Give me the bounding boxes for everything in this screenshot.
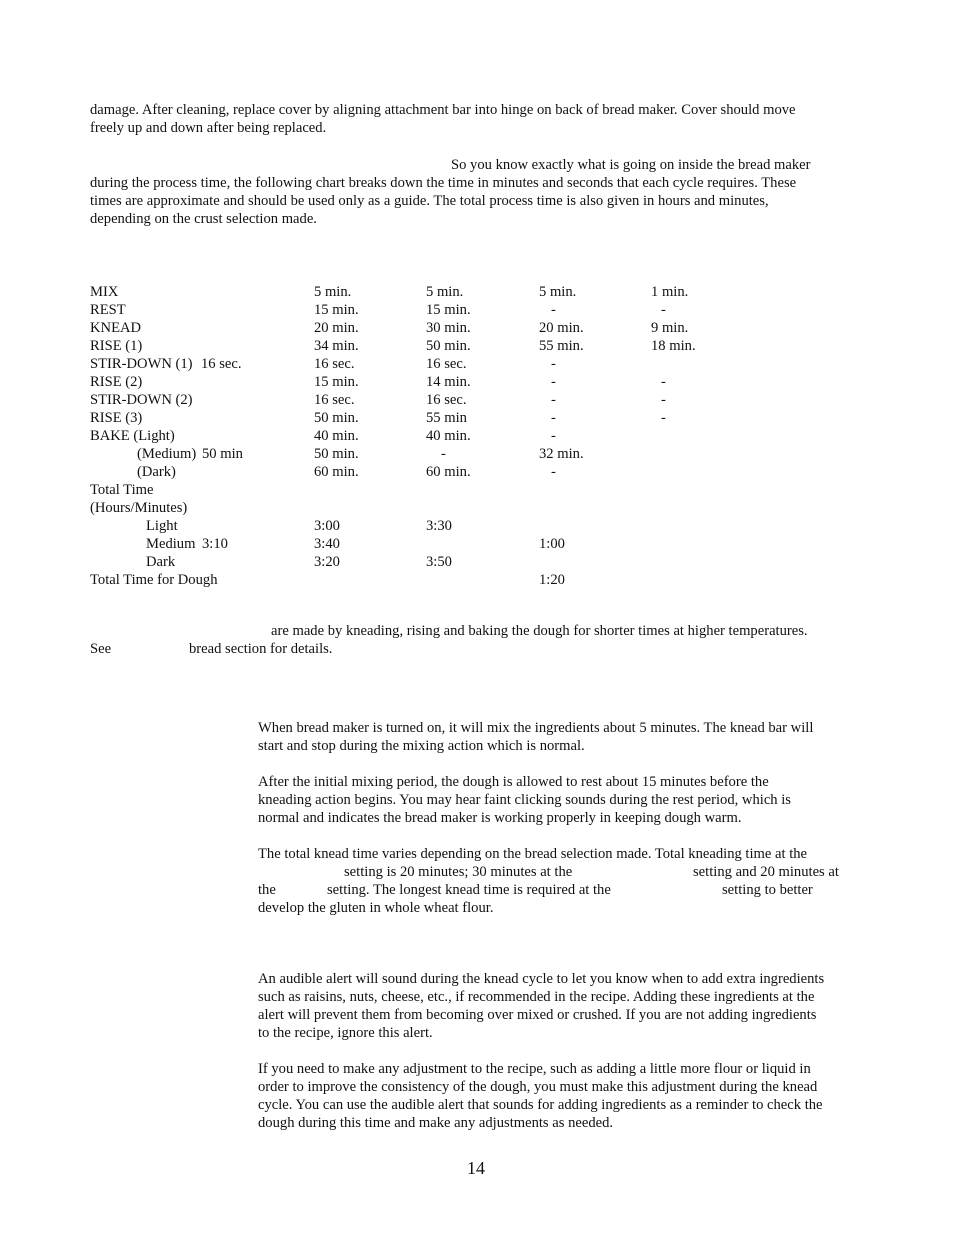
table-cell: 16 sec. — [314, 356, 355, 372]
table-cell: - — [551, 374, 556, 390]
table-row — [0, 463, 954, 481]
table-cell: - — [551, 428, 556, 444]
row-label: Dark — [146, 554, 176, 570]
table-cell: - — [441, 446, 446, 462]
rest-line: normal and indicates the bread maker is working properly in keeping dough warm. — [258, 810, 742, 826]
table-cell: - — [551, 302, 556, 318]
table-cell: - — [551, 356, 556, 372]
table-row — [0, 445, 954, 463]
table-cell: 5 min. — [314, 284, 352, 300]
table-row — [0, 571, 954, 589]
adjust-paragraph — [258, 1060, 823, 1132]
table-cell: 60 min. — [426, 464, 471, 480]
knead-line: develop the gluten in whole wheat flour. — [258, 900, 494, 916]
alert-line: to the recipe, ignore this alert. — [258, 1025, 433, 1041]
page-number: 14 — [467, 1158, 485, 1178]
rest-line: After the initial mixing period, the dough is allowed to rest about 15 minutes before the — [258, 774, 769, 790]
row-label: RISE (2) — [90, 374, 143, 390]
cycle-time-table — [0, 0, 954, 600]
table-cell: 15 min. — [314, 302, 359, 318]
table-cell: 3:00 — [314, 518, 340, 534]
table-cell: - — [551, 392, 556, 408]
table-cell: 40 min. — [314, 428, 359, 444]
row-label: STIR-DOWN (2) — [90, 392, 193, 408]
knead-line: setting to better — [722, 882, 813, 898]
table-row — [0, 517, 954, 535]
table-cell: 15 min. — [426, 302, 471, 318]
alert-line: such as raisins, nuts, cheese, etc., if recommended in the recipe. Adding these ingredients at the — [258, 989, 815, 1005]
row-label: BAKE (Light) — [90, 428, 175, 444]
table-row — [0, 427, 954, 445]
table-cell: 40 min. — [426, 428, 471, 444]
table-cell: 18 min. — [651, 338, 696, 354]
table-cell: 14 min. — [426, 374, 471, 390]
table-cell: 20 min. — [539, 320, 584, 336]
table-cell: 1 min. — [651, 284, 689, 300]
intro-line: freely up and down after being replaced. — [90, 120, 327, 136]
quick-note-line: bread section for details. — [189, 641, 333, 657]
table-cell: 34 min. — [314, 338, 359, 354]
table-row — [0, 319, 954, 337]
table-cell: 55 min. — [539, 338, 584, 354]
table-cell: 5 min. — [539, 284, 577, 300]
table-row — [0, 391, 954, 409]
table-cell: 16 sec. — [201, 356, 242, 372]
table-cell: - — [551, 410, 556, 426]
table-cell: 15 min. — [314, 374, 359, 390]
rest-paragraph — [258, 773, 791, 827]
rest-line: kneading action begins. You may hear faint clicking sounds during the rest period, which is — [258, 792, 791, 808]
table-cell: - — [661, 302, 666, 318]
table-cell: 3:10 — [202, 536, 228, 552]
table-cell: 16 sec. — [426, 356, 467, 372]
adjust-line: order to improve the consistency of the dough, you must make this adjustment during the knead — [258, 1079, 818, 1095]
table-cell: 20 min. — [314, 320, 359, 336]
chart-intro-line: times are approximate and should be used only as a guide. The total process time is also given in hours and minutes, — [90, 193, 769, 209]
table-cell: 50 min. — [314, 446, 359, 462]
row-label: (Dark) — [137, 464, 176, 480]
mix-line: When bread maker is turned on, it will mix the ingredients about 5 minutes. The knead bar will — [258, 720, 814, 736]
table-cell: 5 min. — [426, 284, 464, 300]
row-label: (Medium) — [137, 446, 197, 462]
table-cell: 50 min. — [314, 410, 359, 426]
knead-line: setting. The longest knead time is required at the — [327, 882, 611, 898]
table-row — [0, 355, 954, 373]
table-row — [0, 301, 954, 319]
table-cell: 16 sec. — [314, 392, 355, 408]
table-cell: - — [551, 464, 556, 480]
table-cell: 3:30 — [426, 518, 452, 534]
table-cell: 60 min. — [314, 464, 359, 480]
knead-line: The total knead time varies depending on the bread selection made. Total kneading time at the — [258, 846, 808, 862]
table-row — [0, 535, 954, 553]
table-cell: 16 sec. — [426, 392, 467, 408]
chart-intro-first-line: So you know exactly what is going on inside the bread maker — [451, 157, 811, 173]
table-cell: 50 min. — [426, 338, 471, 354]
table-row — [0, 337, 954, 355]
row-label: KNEAD — [90, 320, 142, 336]
chart-intro-line: during the process time, the following chart breaks down the time in minutes and seconds that each cycle requires. These — [90, 175, 797, 191]
row-label: Total Time — [90, 482, 154, 498]
knead-line: setting and 20 minutes at — [693, 864, 839, 880]
table-cell: 3:40 — [314, 536, 340, 552]
row-label: REST — [90, 302, 126, 318]
row-label: RISE (3) — [90, 410, 143, 426]
adjust-line: If you need to make any adjustment to the recipe, such as adding a little more flour or liquid in — [258, 1061, 811, 1077]
table-cell: - — [661, 392, 666, 408]
table-cell: 9 min. — [651, 320, 689, 336]
row-label: Medium — [146, 536, 196, 552]
table-cell: 55 min — [426, 410, 467, 426]
row-label: STIR-DOWN (1) — [90, 356, 193, 372]
table-cell: 30 min. — [426, 320, 471, 336]
row-label: Total Time for Dough — [90, 572, 218, 588]
intro-line: damage. After cleaning, replace cover by aligning attachment bar into hinge on back of bread maker. Cover should move — [90, 102, 796, 118]
table-row — [0, 553, 954, 571]
row-label: (Hours/Minutes) — [90, 500, 188, 516]
alert-line: An audible alert will sound during the knead cycle to let you know when to add extra ingredients — [258, 971, 825, 987]
quick-note-line: are made by kneading, rising and baking the dough for shorter times at higher temperatures. — [271, 623, 808, 639]
row-label: Light — [146, 518, 178, 534]
table-cell: 50 min — [202, 446, 243, 462]
table-cell: 3:20 — [314, 554, 340, 570]
table-cell: 1:00 — [539, 536, 565, 552]
adjust-line: cycle. You can use the audible alert that sounds for adding ingredients as a reminder to check the — [258, 1097, 823, 1113]
quick-note-see: See — [90, 641, 112, 657]
row-label: RISE (1) — [90, 338, 143, 354]
table-row — [0, 481, 954, 499]
row-label: MIX — [90, 284, 119, 300]
adjust-line: dough during this time and make any adjustments as needed. — [258, 1115, 614, 1131]
knead-line: the — [258, 882, 276, 898]
table-row — [0, 373, 954, 391]
table-row — [0, 409, 954, 427]
table-row — [0, 283, 954, 301]
knead-line: setting is 20 minutes; 30 minutes at the — [344, 864, 573, 880]
chart-intro-line: depending on the crust selection made. — [90, 211, 317, 227]
mix-paragraph — [258, 719, 813, 755]
table-cell: 3:50 — [426, 554, 452, 570]
table-cell: - — [661, 410, 666, 426]
table-cell: 32 min. — [539, 446, 584, 462]
table-cell: 1:20 — [539, 572, 565, 588]
alert-paragraph — [258, 970, 824, 1042]
mix-line: start and stop during the mixing action which is normal. — [258, 738, 585, 754]
table-cell: - — [661, 374, 666, 390]
table-row — [0, 499, 954, 517]
alert-line: alert will prevent them from becoming over mixed or crushed. If you are not adding ingredients — [258, 1007, 817, 1023]
